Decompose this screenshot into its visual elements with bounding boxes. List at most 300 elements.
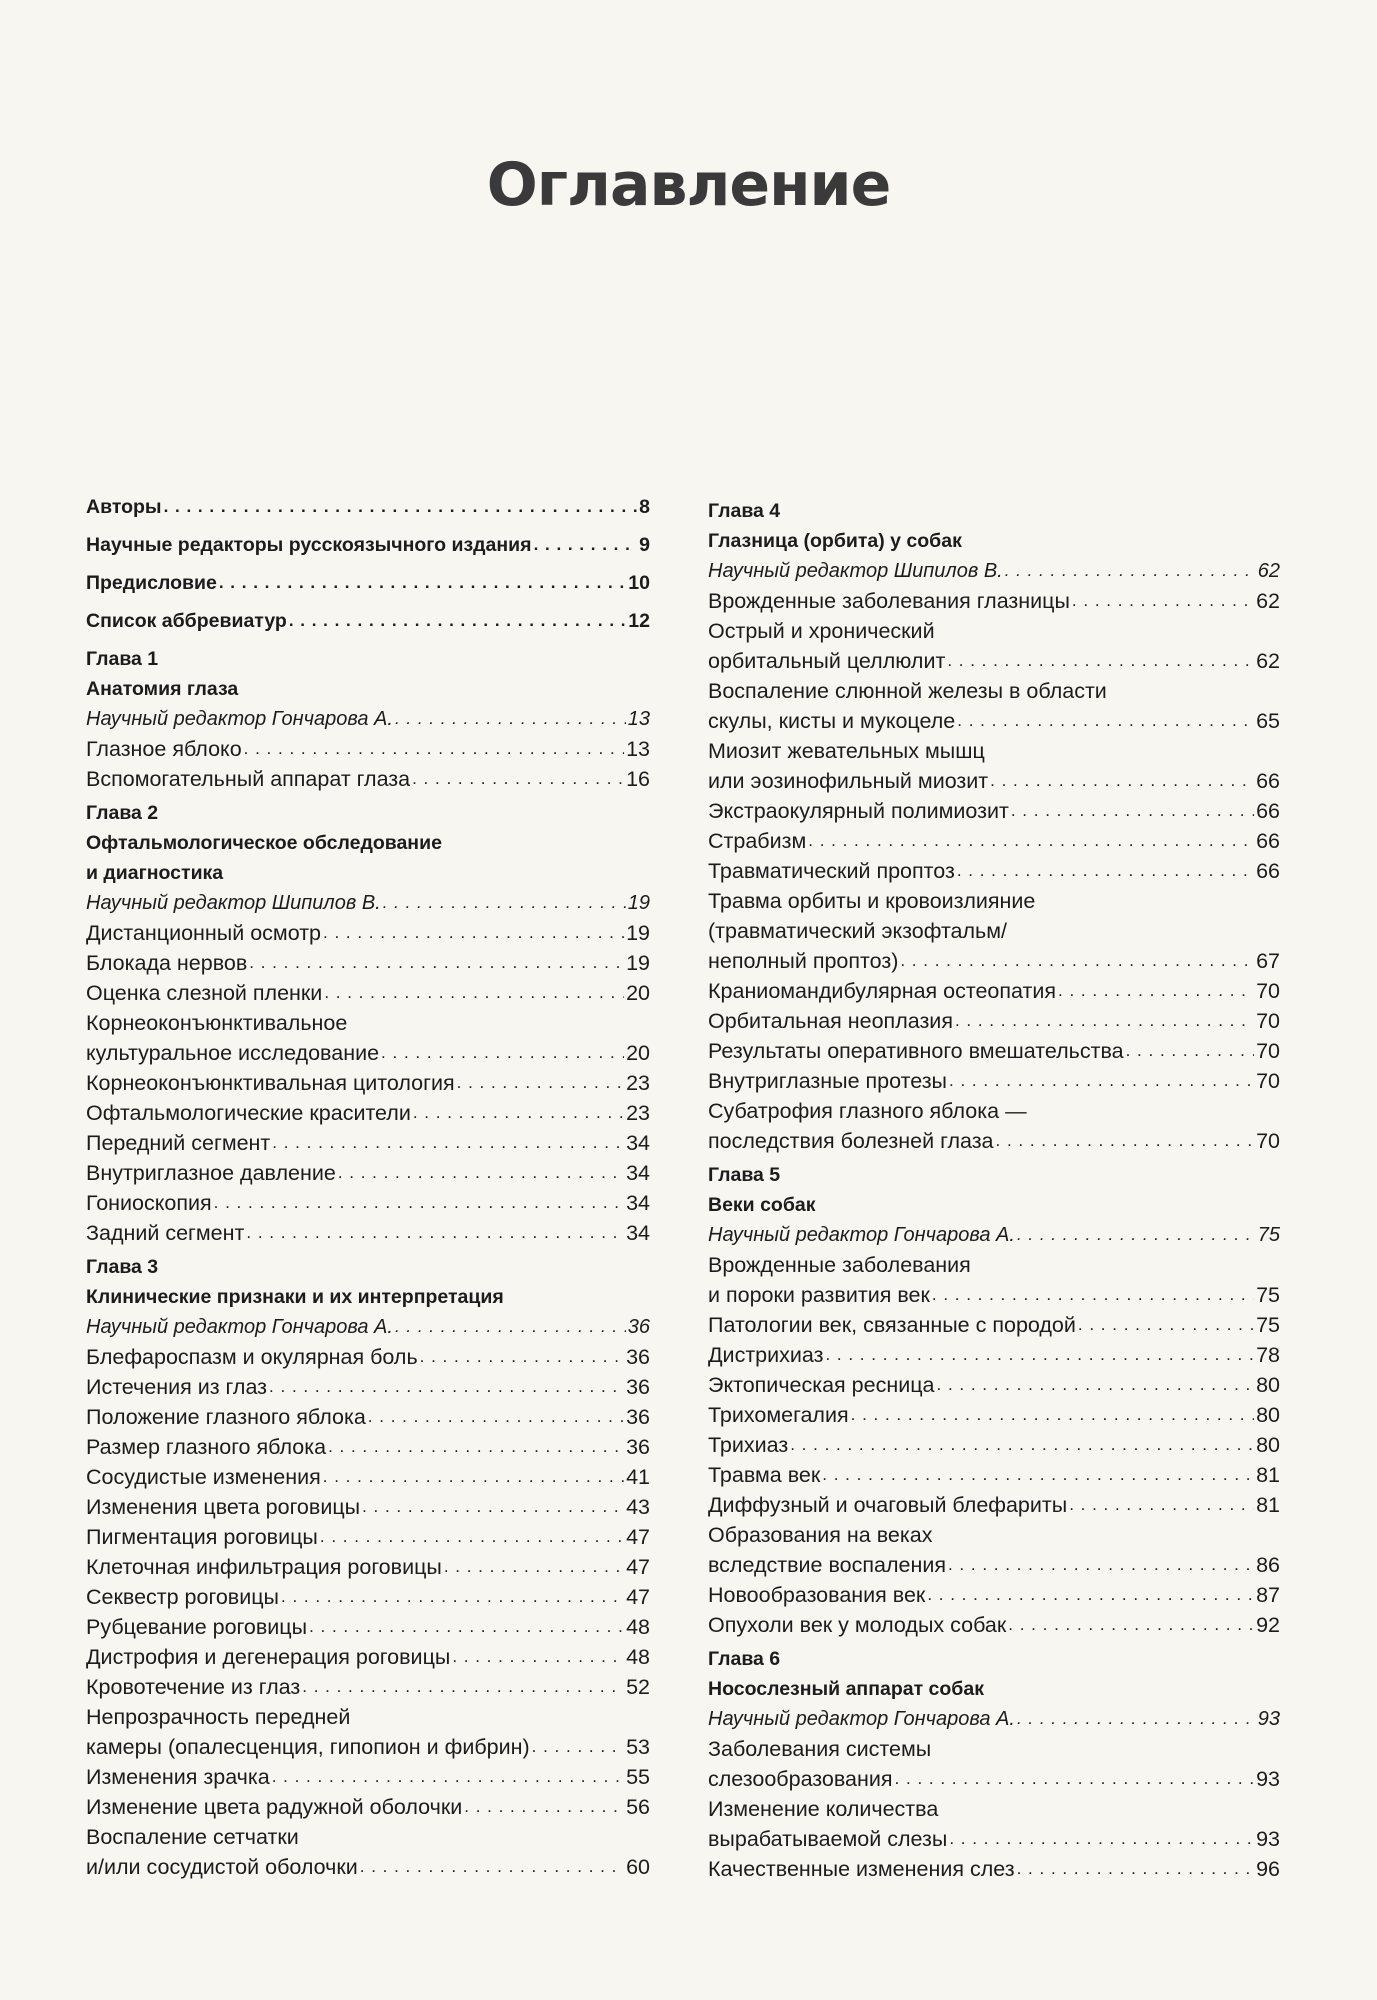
dot-leader bbox=[947, 646, 1254, 676]
dot-leader bbox=[949, 1824, 1254, 1854]
page-number: 66 bbox=[1256, 859, 1280, 883]
page-number: 93 bbox=[1257, 1708, 1280, 1730]
dot-leader bbox=[219, 568, 626, 598]
entry-row bbox=[86, 1068, 650, 1098]
page-number: 36 bbox=[626, 1435, 650, 1459]
page-number: 41 bbox=[626, 1465, 650, 1489]
entry-row bbox=[708, 646, 1280, 676]
entry-row bbox=[86, 1372, 650, 1402]
entry-text: и/или сосудистой оболочки bbox=[86, 1855, 358, 1879]
toc-entry[interactable] bbox=[708, 1610, 1280, 1640]
toc-entry[interactable] bbox=[708, 1430, 1280, 1460]
toc-entry[interactable] bbox=[708, 1734, 1280, 1794]
toc-entry[interactable] bbox=[86, 530, 650, 560]
chapter-title: Офтальмологическое обследование bbox=[86, 832, 442, 854]
entry-text: Заболевания системы bbox=[708, 1737, 932, 1761]
toc-entry[interactable] bbox=[86, 918, 650, 948]
toc-entry[interactable] bbox=[708, 976, 1280, 1006]
toc-entry[interactable] bbox=[708, 1006, 1280, 1036]
page-number: 55 bbox=[626, 1765, 650, 1789]
dot-leader bbox=[323, 918, 624, 948]
entry-text: Эктопическая ресница bbox=[708, 1373, 935, 1397]
entry-text: Глазное яблоко bbox=[86, 737, 242, 761]
page-number: 96 bbox=[1256, 1857, 1280, 1881]
toc-entry[interactable] bbox=[86, 606, 650, 636]
toc-entry[interactable] bbox=[708, 796, 1280, 826]
entry-text: камеры (опалесценция, гипопион и фибрин) bbox=[86, 1735, 530, 1759]
entry-text: Воспаление сетчатки bbox=[86, 1825, 299, 1849]
page-number: 93 bbox=[1256, 1767, 1280, 1791]
page-number: 34 bbox=[626, 1221, 650, 1245]
entry-row bbox=[86, 1522, 650, 1552]
page-number: 75 bbox=[1256, 1283, 1280, 1307]
entry-text: последствия болезней глаза bbox=[708, 1129, 994, 1153]
toc-entry[interactable] bbox=[86, 1158, 650, 1188]
dot-leader bbox=[957, 706, 1254, 736]
chapter-title: Анатомия глаза bbox=[86, 678, 239, 700]
entry-text: Секвестр роговицы bbox=[86, 1585, 279, 1609]
page-number: 66 bbox=[1256, 799, 1280, 823]
entry-text: Сосудистые изменения bbox=[86, 1465, 321, 1489]
entry-row bbox=[86, 1312, 650, 1342]
dot-leader bbox=[324, 978, 624, 1008]
chapter-heading bbox=[708, 1644, 1280, 1704]
chapter-label: Глава 4 bbox=[708, 500, 781, 522]
entry-text: Травма орбиты и кровоизлияние bbox=[708, 889, 1036, 913]
chapter-label: Глава 2 bbox=[86, 802, 159, 824]
toc-entry[interactable] bbox=[708, 1310, 1280, 1340]
page-number: 47 bbox=[626, 1585, 650, 1609]
dot-leader bbox=[383, 888, 626, 918]
chapter-label: Глава 5 bbox=[708, 1164, 781, 1186]
entry-text: Диффузный и очаговый блефариты bbox=[708, 1493, 1068, 1517]
entry-row bbox=[708, 1310, 1280, 1340]
dot-leader bbox=[808, 826, 1254, 856]
toc-entry[interactable] bbox=[708, 1400, 1280, 1430]
dot-leader bbox=[1072, 586, 1254, 616]
page-number: 67 bbox=[1256, 949, 1280, 973]
dot-leader bbox=[214, 1188, 624, 1218]
entry-text: Изменения цвета роговицы bbox=[86, 1495, 361, 1519]
dot-leader bbox=[244, 734, 624, 764]
entry-row bbox=[708, 1036, 1280, 1066]
toc-entry[interactable] bbox=[86, 1792, 650, 1822]
entry-text: Кровотечение из глаз bbox=[86, 1675, 301, 1699]
page-number: 47 bbox=[626, 1555, 650, 1579]
entry-text: Передний сегмент bbox=[86, 1131, 271, 1155]
entry-row bbox=[86, 1612, 650, 1642]
chapter-title: Носослезный аппарат собак bbox=[708, 1678, 984, 1700]
page-number: 12 bbox=[628, 610, 650, 632]
toc-entry[interactable] bbox=[708, 1036, 1280, 1066]
page-number: 81 bbox=[1256, 1463, 1280, 1487]
page-number: 52 bbox=[626, 1675, 650, 1699]
entry-row bbox=[708, 1580, 1280, 1610]
entry-text: Травматический проптоз bbox=[708, 859, 955, 883]
toc-entry[interactable] bbox=[86, 1402, 650, 1432]
toc-entry[interactable] bbox=[86, 1188, 650, 1218]
dot-leader bbox=[246, 1218, 624, 1248]
entry-row bbox=[708, 1430, 1280, 1460]
entry-row bbox=[86, 1672, 650, 1702]
toc-entry[interactable] bbox=[708, 1854, 1280, 1884]
editor-entry[interactable] bbox=[86, 888, 650, 918]
page-number: 70 bbox=[1256, 1039, 1280, 1063]
entry-row bbox=[708, 556, 1280, 586]
entry-text: Миозит жевательных мышц bbox=[708, 739, 985, 763]
page-number: 48 bbox=[626, 1645, 650, 1669]
chapter-label: Глава 3 bbox=[86, 1256, 159, 1278]
entry-row bbox=[86, 1098, 650, 1128]
entry-text: Научный редактор Шипилов В. bbox=[86, 892, 381, 914]
page-number: 36 bbox=[626, 1405, 650, 1429]
entry-text: Травма век bbox=[708, 1463, 821, 1487]
entry-row bbox=[86, 978, 650, 1008]
page-number: 62 bbox=[1257, 560, 1280, 582]
page-number: 75 bbox=[1256, 1313, 1280, 1337]
dot-leader bbox=[444, 1552, 624, 1582]
entry-row bbox=[86, 918, 650, 948]
entry-row bbox=[708, 1704, 1280, 1734]
entry-text: культуральное исследование bbox=[86, 1041, 380, 1065]
page-number: 60 bbox=[626, 1855, 650, 1879]
dot-leader bbox=[413, 1098, 624, 1128]
entry-row bbox=[86, 704, 650, 734]
entry-row bbox=[708, 856, 1280, 886]
toc-entry[interactable] bbox=[86, 1462, 650, 1492]
dot-leader bbox=[825, 1340, 1254, 1370]
page-number: 70 bbox=[1256, 1129, 1280, 1153]
entry-text: Врожденные заболевания глазницы bbox=[708, 589, 1070, 613]
toc-entry[interactable] bbox=[86, 948, 650, 978]
toc-entry[interactable] bbox=[708, 676, 1280, 736]
page-number: 34 bbox=[626, 1191, 650, 1215]
page-number: 20 bbox=[626, 981, 650, 1005]
entry-text: Опухоли век у молодых собак bbox=[708, 1613, 1007, 1637]
entry-text: и пороки развития век bbox=[708, 1283, 930, 1307]
toc-entry[interactable] bbox=[708, 1794, 1280, 1854]
entry-row bbox=[708, 1824, 1280, 1854]
toc-entry[interactable] bbox=[86, 1068, 650, 1098]
entry-row bbox=[86, 1852, 650, 1882]
editor-entry[interactable] bbox=[708, 556, 1280, 586]
page-number: 80 bbox=[1256, 1373, 1280, 1397]
dot-leader bbox=[464, 1792, 624, 1822]
entry-text: Корнеоконъюнктивальное bbox=[86, 1011, 348, 1035]
entry-row bbox=[86, 1642, 650, 1672]
toc-entry[interactable] bbox=[708, 736, 1280, 796]
entry-row bbox=[708, 1550, 1280, 1580]
entry-row bbox=[708, 1854, 1280, 1884]
dot-leader bbox=[948, 1550, 1254, 1580]
entry-text: Внутриглазное давление bbox=[86, 1161, 336, 1185]
toc-entry[interactable] bbox=[86, 1672, 650, 1702]
editor-entry[interactable] bbox=[86, 704, 650, 734]
dot-leader bbox=[320, 1522, 624, 1552]
page-number: 75 bbox=[1257, 1224, 1280, 1246]
dot-leader bbox=[164, 492, 638, 522]
chapter-heading bbox=[708, 1160, 1280, 1220]
page-number: 19 bbox=[627, 892, 650, 914]
entry-text: Офтальмологические красители bbox=[86, 1101, 411, 1125]
entry-text: Краниомандибулярная остеопатия bbox=[708, 979, 1057, 1003]
entry-text: скулы, кисты и мукоцеле bbox=[708, 709, 956, 733]
dot-leader bbox=[532, 1732, 624, 1762]
entry-text: Новообразования век bbox=[708, 1583, 926, 1607]
entry-row bbox=[86, 948, 650, 978]
chapter-label: Глава 6 bbox=[708, 1648, 781, 1670]
entry-row bbox=[86, 1552, 650, 1582]
editor-entry[interactable] bbox=[708, 1704, 1280, 1734]
page-number: 92 bbox=[1256, 1613, 1280, 1637]
page-number: 78 bbox=[1256, 1343, 1280, 1367]
entry-text: Корнеоконъюнктивальная цитология bbox=[86, 1071, 455, 1095]
entry-text: Истечения из глаз bbox=[86, 1375, 268, 1399]
dot-leader bbox=[932, 1280, 1254, 1310]
dot-leader bbox=[895, 1764, 1255, 1794]
toc-entry[interactable] bbox=[86, 1762, 650, 1792]
toc-entry[interactable] bbox=[86, 1492, 650, 1522]
entry-row bbox=[86, 1462, 650, 1492]
entry-row bbox=[86, 1582, 650, 1612]
entry-text: Результаты оперативного вмешательства bbox=[708, 1039, 1124, 1063]
entry-text: Научный редактор Шипилов В. bbox=[708, 560, 1003, 582]
entry-row bbox=[708, 946, 1280, 976]
toc-entry[interactable] bbox=[86, 1642, 650, 1672]
entry-text: вследствие воспаления bbox=[708, 1553, 946, 1577]
entry-row bbox=[86, 1762, 650, 1792]
entry-text: Острый и хронический bbox=[708, 619, 935, 643]
toc-entry[interactable] bbox=[708, 1250, 1280, 1310]
page-number: 19 bbox=[626, 951, 650, 975]
entry-text: Изменение цвета радужной оболочки bbox=[86, 1795, 463, 1819]
toc-entry[interactable] bbox=[708, 1520, 1280, 1580]
editor-entry[interactable] bbox=[708, 1220, 1280, 1250]
toc-right-column bbox=[708, 492, 1280, 1884]
toc-entry[interactable] bbox=[86, 492, 650, 522]
entry-text: Положение глазного яблока bbox=[86, 1405, 366, 1429]
dot-leader bbox=[457, 1068, 624, 1098]
dot-leader bbox=[955, 1006, 1254, 1036]
toc-entry[interactable] bbox=[708, 1460, 1280, 1490]
dot-leader bbox=[395, 1312, 626, 1342]
entry-row bbox=[86, 1038, 650, 1068]
dot-leader bbox=[1058, 976, 1254, 1006]
toc-entry[interactable] bbox=[86, 978, 650, 1008]
entry-text: слезообразования bbox=[708, 1767, 893, 1791]
entry-row bbox=[708, 706, 1280, 736]
toc-entry[interactable] bbox=[86, 1822, 650, 1882]
chapter-heading bbox=[86, 1252, 650, 1312]
page-number: 65 bbox=[1256, 709, 1280, 733]
entry-row bbox=[708, 1006, 1280, 1036]
entry-text: Рубцевание роговицы bbox=[86, 1615, 308, 1639]
page-number: 23 bbox=[626, 1101, 650, 1125]
toc-entry[interactable] bbox=[86, 1342, 650, 1372]
page-number: 23 bbox=[626, 1071, 650, 1095]
dot-leader bbox=[281, 1582, 624, 1612]
entry-row bbox=[86, 734, 650, 764]
entry-text: Вспомогательный аппарат глаза bbox=[86, 767, 411, 791]
dot-leader bbox=[957, 856, 1254, 886]
dot-leader bbox=[338, 1158, 624, 1188]
dot-leader bbox=[412, 764, 624, 794]
toc-entry[interactable] bbox=[86, 734, 650, 764]
entry-row bbox=[86, 568, 650, 598]
page-number: 53 bbox=[626, 1735, 650, 1759]
entry-row bbox=[708, 976, 1280, 1006]
toc-entry[interactable] bbox=[708, 1096, 1280, 1156]
page-number: 13 bbox=[627, 708, 650, 730]
dot-leader bbox=[452, 1642, 624, 1672]
entry-text: Блефароспазм и окулярная боль bbox=[86, 1345, 418, 1369]
chapter-heading bbox=[708, 496, 1280, 556]
entry-row bbox=[86, 1342, 650, 1372]
toc-entry[interactable] bbox=[708, 886, 1280, 976]
page-number: 56 bbox=[626, 1795, 650, 1819]
toc-entry[interactable] bbox=[708, 826, 1280, 856]
chapter-title: Клинические признаки и их интерпретация bbox=[86, 1286, 504, 1308]
dot-leader bbox=[420, 1342, 624, 1372]
entry-text: Образования на веках bbox=[708, 1523, 933, 1547]
dot-leader bbox=[249, 948, 624, 978]
dot-leader bbox=[927, 1580, 1254, 1610]
entry-text: вырабатываемой слезы bbox=[708, 1827, 948, 1851]
entry-text: Качественные изменения слез bbox=[708, 1857, 1015, 1881]
entry-text: Научные редакторы русскоязычного издания bbox=[86, 534, 532, 556]
dot-leader bbox=[822, 1460, 1254, 1490]
dot-leader bbox=[937, 1370, 1255, 1400]
page-number: 70 bbox=[1256, 979, 1280, 1003]
entry-text: Задний сегмент bbox=[86, 1221, 245, 1245]
dot-leader bbox=[1078, 1310, 1254, 1340]
dot-leader bbox=[381, 1038, 624, 1068]
page-number: 8 bbox=[639, 496, 650, 518]
entry-row bbox=[708, 586, 1280, 616]
dot-leader bbox=[996, 1126, 1255, 1156]
toc-entry[interactable] bbox=[86, 1098, 650, 1128]
dot-leader bbox=[309, 1612, 624, 1642]
toc-entry[interactable] bbox=[86, 1008, 650, 1068]
entry-text: Страбизм bbox=[708, 829, 807, 853]
dot-leader bbox=[323, 1462, 624, 1492]
dot-leader bbox=[949, 1066, 1254, 1096]
page-number: 34 bbox=[626, 1161, 650, 1185]
page-number: 20 bbox=[626, 1041, 650, 1065]
dot-leader bbox=[328, 1432, 624, 1462]
entry-row bbox=[708, 1764, 1280, 1794]
toc-entry[interactable] bbox=[708, 1340, 1280, 1370]
toc-entry[interactable] bbox=[86, 1702, 650, 1762]
entry-row bbox=[708, 796, 1280, 826]
entry-text: Дистанционный осмотр bbox=[86, 921, 321, 945]
toc-entry[interactable] bbox=[86, 1128, 650, 1158]
dot-leader bbox=[900, 946, 1254, 976]
entry-row bbox=[708, 826, 1280, 856]
toc-entry[interactable] bbox=[708, 586, 1280, 616]
toc-entry[interactable] bbox=[86, 568, 650, 598]
entry-text: Предисловие bbox=[86, 572, 217, 594]
entry-row bbox=[708, 1370, 1280, 1400]
toc-entry[interactable] bbox=[708, 1066, 1280, 1096]
entry-row bbox=[86, 764, 650, 794]
toc-entry[interactable] bbox=[86, 1218, 650, 1248]
entry-row bbox=[86, 1732, 650, 1762]
toc-entry[interactable] bbox=[86, 1582, 650, 1612]
entry-text: Непрозрачность передней bbox=[86, 1705, 351, 1729]
chapter-heading bbox=[86, 798, 650, 888]
entry-row bbox=[708, 1610, 1280, 1640]
entry-row bbox=[86, 530, 650, 560]
entry-text: Трихиаз bbox=[708, 1433, 789, 1457]
dot-leader bbox=[269, 1372, 624, 1402]
toc-entry[interactable] bbox=[86, 764, 650, 794]
entry-text: Дистрихиаз bbox=[708, 1343, 824, 1367]
toc-entry[interactable] bbox=[708, 1490, 1280, 1520]
entry-row bbox=[86, 1128, 650, 1158]
entry-text: Список аббревиатур bbox=[86, 610, 287, 632]
toc-entry[interactable] bbox=[86, 1612, 650, 1642]
dot-leader bbox=[360, 1852, 624, 1882]
chapter-title: Веки собак bbox=[708, 1194, 816, 1216]
entry-row bbox=[86, 1792, 650, 1822]
page-number: 10 bbox=[628, 572, 650, 594]
entry-text: или эозинофильный миозит bbox=[708, 769, 989, 793]
dot-leader bbox=[990, 766, 1254, 796]
chapter-label: Глава 1 bbox=[86, 648, 159, 670]
entry-row bbox=[708, 1340, 1280, 1370]
dot-leader bbox=[289, 606, 626, 636]
entry-row bbox=[708, 1280, 1280, 1310]
toc-entry[interactable] bbox=[708, 616, 1280, 676]
entry-row bbox=[86, 606, 650, 636]
dot-leader bbox=[1011, 796, 1254, 826]
toc-entry[interactable] bbox=[708, 1370, 1280, 1400]
entry-text: Гониоскопия bbox=[86, 1191, 212, 1215]
entry-text: орбитальный целлюлит bbox=[708, 649, 946, 673]
entry-row bbox=[86, 492, 650, 522]
page-number: 43 bbox=[626, 1495, 650, 1519]
page-number: 81 bbox=[1256, 1493, 1280, 1517]
entry-row bbox=[86, 1492, 650, 1522]
toc-entry[interactable] bbox=[86, 1432, 650, 1462]
entry-text: Авторы bbox=[86, 496, 162, 518]
page-number: 70 bbox=[1256, 1069, 1280, 1093]
entry-row bbox=[86, 888, 650, 918]
entry-row bbox=[86, 1188, 650, 1218]
toc-entry[interactable] bbox=[86, 1372, 650, 1402]
toc-entry[interactable] bbox=[86, 1522, 650, 1552]
toc-left-column bbox=[86, 492, 650, 1882]
entry-text: Научный редактор Гончарова А. bbox=[708, 1708, 1015, 1730]
toc-entry[interactable] bbox=[708, 1580, 1280, 1610]
dot-leader bbox=[1017, 1220, 1256, 1250]
dot-leader bbox=[368, 1402, 624, 1432]
entry-text: Патологии век, связанные с породой bbox=[708, 1313, 1076, 1337]
page-number: 19 bbox=[626, 921, 650, 945]
entry-text: Научный редактор Гончарова А. bbox=[708, 1224, 1015, 1246]
entry-text: Научный редактор Гончарова А. bbox=[86, 1316, 393, 1338]
dot-leader bbox=[302, 1672, 624, 1702]
toc-entry[interactable] bbox=[86, 1552, 650, 1582]
entry-text: Врожденные заболевания bbox=[708, 1253, 971, 1277]
page-number: 70 bbox=[1256, 1009, 1280, 1033]
toc-entry[interactable] bbox=[708, 856, 1280, 886]
page-number: 9 bbox=[639, 534, 650, 556]
page-number: 66 bbox=[1256, 829, 1280, 853]
editor-entry[interactable] bbox=[86, 1312, 650, 1342]
page-number: 62 bbox=[1256, 649, 1280, 673]
